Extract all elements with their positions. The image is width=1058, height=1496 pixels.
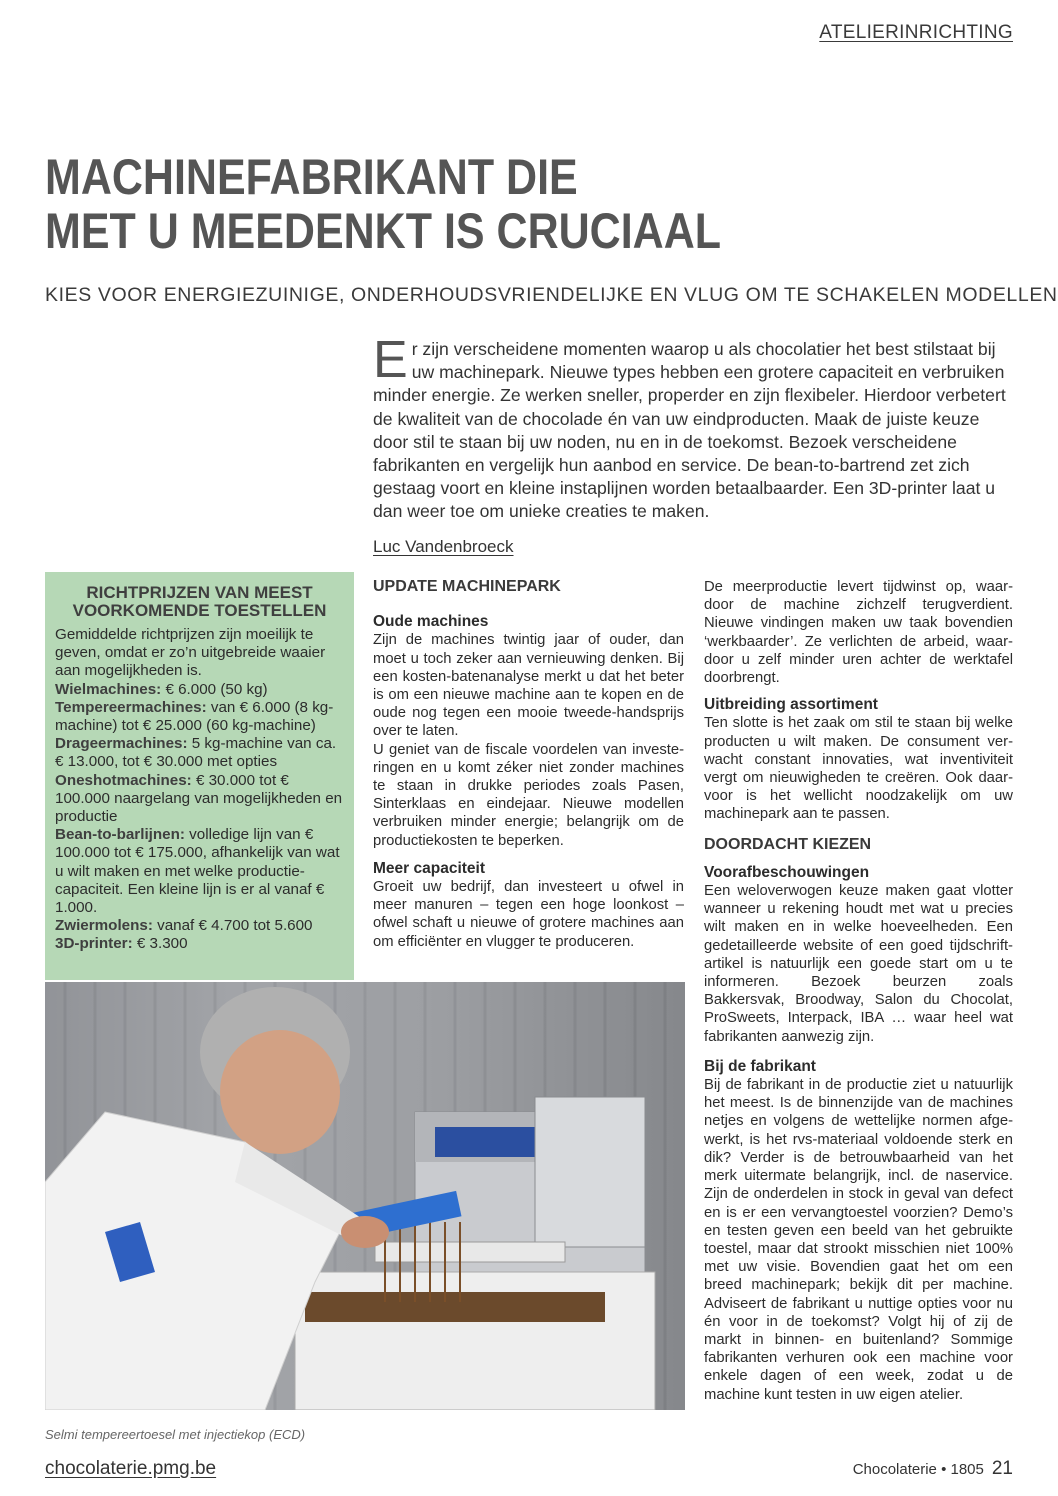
sidebar-item-text: 5 kg-machine van ca. € 13.000, tot € 30.000 met opties	[55, 735, 337, 771]
sidebar-intro: Gemiddelde richtprijzen zijn moeilijk te geven, omdat er zo’n uitgebreide waaier aan mogelijkheden is.	[55, 626, 326, 680]
issue-label: Chocolaterie • 1805	[852, 1461, 984, 1478]
sidebar-item-label: Zwiermolens:	[55, 917, 153, 935]
body-paragraph: Een weloverwogen keuze maken gaat vlotter wanneer u rekening houdt met wat u precies wilt maken en in welke hoeveelheden. Een gedetailleerde website of een goed tijdschrift-artikel is natuurlijk een goede start om u te informeren. Bezoek beurzen zoals Bakkersvak, Broodway, Salon du Chocolat, ProSweets, Interpack, IBA … waar heel wat fabrikanten aanwezig zijn.	[704, 883, 1013, 1045]
sidebar-item-label: Tempereermachines:	[55, 698, 207, 716]
subheading: Voorafbeschouwingen	[704, 863, 870, 881]
price-sidebar	[45, 572, 354, 980]
sidebar-title: RICHTPRIJZEN VAN MEEST VOORKOMENDE TOESTELLEN	[72, 583, 327, 620]
sidebar-item-label: Oneshotmachines:	[55, 771, 192, 789]
subheading: Uitbreiding assortiment	[704, 696, 878, 714]
sidebar-item	[55, 772, 344, 827]
section-heading: UPDATE MACHINEPARK	[373, 578, 561, 595]
title-line-1: MACHINEFABRIKANT DIE	[45, 149, 578, 205]
body-paragraph: U geniet van de fiscale voordelen van investe-ringen en u komt zéker niet zonder machines te staan in drukke periodes zoals Pasen, Sinterklaas en eindejaar. Nieuwe modellen verbruiken minder energie; belangrijk om de productiekosten te beperken.	[373, 741, 684, 849]
section-heading: DOORDACHT KIEZEN	[704, 835, 872, 853]
photo-caption: Selmi tempereertoesel met injectiekop (ECD)	[45, 1427, 306, 1442]
sidebar-item-text: € 6.000 (50 kg)	[161, 680, 268, 698]
sidebar-item	[55, 735, 344, 771]
sidebar-item	[55, 917, 344, 935]
author-byline: Luc Vandenbroeck	[373, 537, 514, 556]
sidebar-item	[55, 935, 344, 953]
body-paragraph: Bij de fabrikant in de productie ziet u natuurlijk het meest. Is de binnenzijde van de machines netjes en volgens de wettelijke normen afge-werkt, is het rvs-materiaal voldoende sterk en dik? Verder is de betrouwbaarheid van het merk uitermate belangrijk, incl. de naservice. Zijn de onderdelen in stock in geval van defect en is er een vervangtoestel voorzien? Demo’s en testen geven een beeld van het gebruikte toestel, maar dat strookt misschien niet 100% met uw visie. Bovendien gaat het om een breed machinepark; bekijk dit per machine. Adviseert de fabrikant u nuttige opties voor nu én voor in de toekomst? Volgt hij of zij de markt in binnen- en buitenland? Sommige fabrikanten verhuren ook een machine voor enkele dagen of een week, zodat u de machine kunt testen in uw eigen atelier.	[704, 1077, 1013, 1403]
article-column-2	[373, 578, 684, 951]
sidebar-item-text: volledige lijn van € 100.000 tot € 175.000, afhankelijk van wat u wilt maken en met welke productie-capaciteit. Een kleine lijn is er al vanaf € 1.000.	[55, 826, 340, 917]
sidebar-item-label: Wielmachines:	[55, 680, 162, 698]
sidebar-item-label: Drageermachines:	[55, 735, 188, 753]
sidebar-item	[55, 681, 344, 699]
sidebar-item-text: van € 6.000 (8 kg-machine) tot € 25.000 (60 kg-machine)	[55, 698, 334, 735]
subheading: Bij de fabrikant	[704, 1057, 816, 1075]
body-paragraph: Groeit uw bedrijf, dan investeert u ofwel in meer manuren – tegen een hoge loonkost – ofwel schaft u nieuwe of grotere machines aan om efficiënter en vlugger te produceren.	[373, 879, 684, 950]
body-paragraph: Zijn de machines twintig jaar of ouder, dan moet u toch zeker aan vernieuwing denken. Bij een kosten-batenanalyse merkt u dat het beter is om een nieuwe machine aan te kopen en de oude nog tegen een mooie tweede-handsprijs over te laten.	[373, 632, 684, 740]
sidebar-item-text: vanaf € 4.700 tot 5.600	[152, 917, 313, 935]
subheading: Oude machines	[373, 613, 489, 631]
subheading: Meer capaciteit	[373, 859, 485, 877]
article-column-3	[704, 578, 1013, 1404]
article-title	[45, 150, 888, 258]
sidebar-item-text: € 3.300	[132, 935, 188, 953]
footer-issue	[853, 1458, 1013, 1480]
article-subtitle: KIES VOOR ENERGIEZUINIGE, ONDERHOUDSVRIENDELIJKE EN VLUG OM TE SCHAKELEN MODELLEN	[45, 284, 1058, 306]
sidebar-item	[55, 699, 344, 735]
sidebar-item-label: 3D-printer:	[55, 935, 133, 953]
body-paragraph: Ten slotte is het zaak om stil te staan bij welke producten u wilt maken. De consument ver-wacht constant innovaties, wat inventiviteit vergt om nieuwigheden te creëren. Ook daar-voor is het wellicht noodzakelijk om uw machinepark aan te passen.	[704, 715, 1013, 823]
machine-photo-illustration	[45, 982, 685, 1410]
machine-photo	[45, 982, 685, 1410]
sidebar-item-text: € 30.000 tot € 100.000 naargelang van mogelijkheden en productie	[55, 771, 343, 826]
body-paragraph: De meerproductie levert tijdwinst op, waar-door de machine zichzelf terugverdient. Nieuwe vindingen maken uw taak bovendien ‘werkbaarder’. Ze verlichten de arbeid, waar-door u zelf minder uren achter de werktafel doorbrengt.	[704, 579, 1013, 687]
title-line-2: MET U MEEDENKT IS CRUCIAAL	[45, 203, 722, 259]
sidebar-item	[55, 826, 344, 917]
section-tag: ATELIERINRICHTING	[819, 22, 1013, 43]
intro-paragraph	[373, 331, 1013, 524]
intro-text: r zijn verscheidene momenten waarop u als chocolatier het best stilstaat bij uw machinepark. Nieuwe types hebben een grotere capaciteit en verbruiken minder energie. Ze werken sneller, properder en zijn flexibeler. Hierdoor verbetert de kwaliteit van de chocolade én van uw eindproducten. Maak de juiste keuze door stil te staan bij uw noden, nu en in de toekomst. Bezoek verscheidene fabrikanten en vergelijk hun aanbod en service. De bean-to-bartrend zet zich gestaag voort en kleine instaplijnen worden betaalbaarder. Een 3D-printer laat u dan weer toe om unieke creaties te maken.	[373, 339, 1006, 522]
page-number: 21	[991, 1458, 1013, 1479]
footer-website-link[interactable]: chocolaterie.pmg.be	[45, 1458, 217, 1479]
sidebar-item-label: Bean-to-barlijnen:	[55, 826, 185, 844]
drop-cap: E	[373, 331, 408, 389]
